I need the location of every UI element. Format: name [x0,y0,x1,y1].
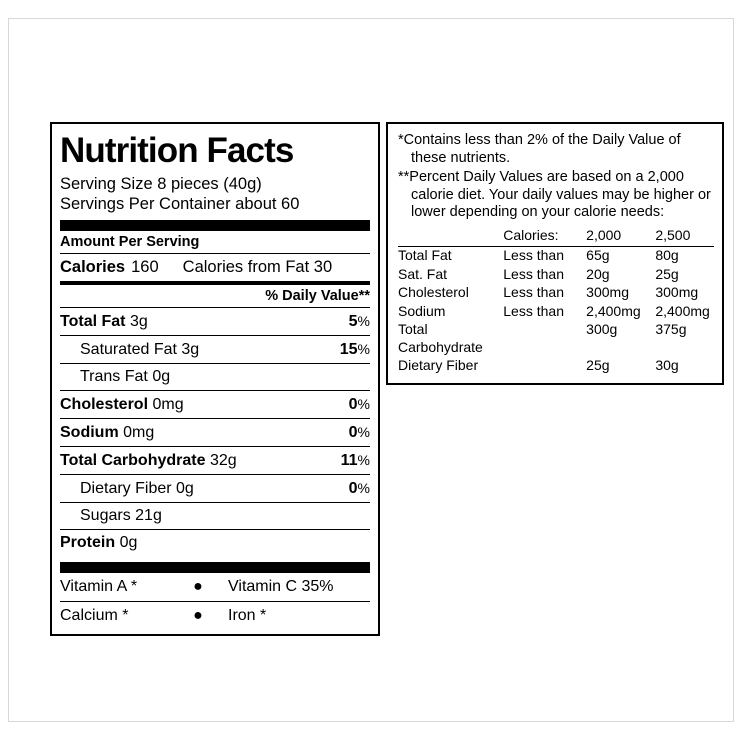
page-title: Nutrition Facts [60,131,294,170]
nutrient-dv: 0 [348,424,358,441]
col-header-2000: 2,000 [586,227,655,247]
nutrient-amount: 21g [135,507,162,524]
nutrient-row [60,364,370,390]
cell-nutrient: Cholesterol [398,284,469,300]
nutrient-row [60,419,370,446]
divider-thick [60,220,370,231]
cell-2500: 25g [655,265,679,282]
serving-size: Serving Size 8 pieces (40g) [60,175,262,193]
daily-value-header: % Daily Value** [265,288,370,304]
nutrient-row [60,308,370,335]
nutrient-amount: 3g [129,313,148,330]
cell-2000: 300mg [586,284,629,300]
nutrient-name: Sodium [60,424,119,441]
cell-nutrient: Total Fat [398,247,452,263]
vitamin-row [60,602,370,630]
nutrient-name: Sugars [80,507,131,524]
percent-sign: % [357,341,370,357]
calories-label: Calories [60,258,126,276]
cell-2500: 30g [655,357,679,373]
nutrient-dv: 0 [348,396,358,413]
nutrient-dv: 5 [348,313,358,330]
vitamin-a: Vitamin A * [60,578,138,595]
cell-2000: 2,400mg [586,302,641,319]
nutrient-amount: 32g [209,452,237,469]
cell-nutrient: Dietary Fiber [398,357,479,373]
table-row [398,321,714,357]
bullet-icon: ● [193,578,203,595]
nutrient-amount: 3g [181,341,200,358]
calories-row [60,254,370,281]
nutrient-row [60,503,370,529]
cell-nutrient: Total Carbohydrate [398,321,483,355]
nutrient-name: Total Carbohydrate [60,452,206,469]
calories-from-fat: Calories from Fat 30 [182,258,333,276]
cell-nutrient: Sat. Fat [398,265,448,282]
percent-sign: % [357,313,370,329]
table-row [398,357,714,376]
nutrient-row [60,336,370,363]
cell-qualifier [503,357,586,376]
table-row [398,246,714,265]
footnote-two-text: **Percent Daily Values are based on a 2,000 calorie diet. Your daily values may be higher or lower depending on your calorie needs: [398,169,711,220]
nutrient-dv: 15 [339,341,358,358]
col-header-2500: 2,500 [655,227,714,247]
table-row [398,265,714,284]
divider-thick [60,562,370,573]
nutrient-dv: 11 [340,452,358,469]
cell-2500: 300mg [655,284,699,300]
table-row [398,284,714,303]
vitamin-row [60,573,370,601]
cell-2500: 2,400mg [655,302,710,319]
cell-2000: 20g [586,265,610,282]
percent-sign: % [357,480,370,496]
nutrition-facts-panel [50,122,380,636]
nutrient-name: Dietary Fiber [80,480,172,497]
servings-per-container: Servings Per Container about 60 [60,195,300,213]
nutrient-row [60,391,370,418]
iron: Iron * [228,607,267,624]
footnote-two [398,169,714,222]
percent-sign: % [357,396,370,412]
cell-qualifier: Less than [503,302,564,319]
cell-2500: 375g [655,321,687,337]
nutrient-name: Saturated Fat [80,341,177,358]
cell-qualifier: Less than [503,284,564,300]
footnote-one [398,132,714,167]
cell-2000: 300g [586,321,618,337]
cell-qualifier: Less than [503,265,564,282]
percent-sign: % [357,452,370,468]
col-header-calories: Calories: [503,227,586,247]
table-row [398,302,714,321]
nutrient-row [60,475,370,502]
footnote-panel [386,122,724,385]
percent-sign: % [357,424,370,440]
cell-2000: 65g [586,247,610,263]
cell-2000: 25g [586,357,610,373]
nutrient-amount: 0mg [123,424,155,441]
nutrient-name: Protein [60,534,116,551]
cell-qualifier: Less than [503,247,564,263]
nutrient-dv: 0 [348,480,358,497]
nutrient-amount: 0g [176,480,194,497]
bullet-icon: ● [193,607,203,624]
cell-nutrient: Sodium [398,302,446,319]
nutrient-name: Cholesterol [60,396,149,413]
nutrient-row [60,530,370,556]
daily-values-table [398,227,714,376]
amount-per-serving: Amount Per Serving [60,234,200,250]
nutrient-row [60,447,370,474]
cell-qualifier [503,321,586,357]
footnote-one-text: *Contains less than 2% of the Daily Value of these nutrients. [398,132,681,166]
nutrient-amount: 0g [152,368,171,385]
label-card [8,18,734,722]
vitamin-c: Vitamin C 35% [228,578,334,595]
cell-2500: 80g [655,247,679,263]
nutrient-name: Trans Fat [80,368,148,385]
nutrient-amount: 0mg [152,396,184,413]
calories-value: 160 [131,258,159,276]
nutrient-amount: 0g [119,534,138,551]
col-header-nutrient [398,227,503,247]
table-header-row [398,227,714,247]
calcium: Calcium * [60,607,129,624]
nutrient-name: Total Fat [60,313,126,330]
